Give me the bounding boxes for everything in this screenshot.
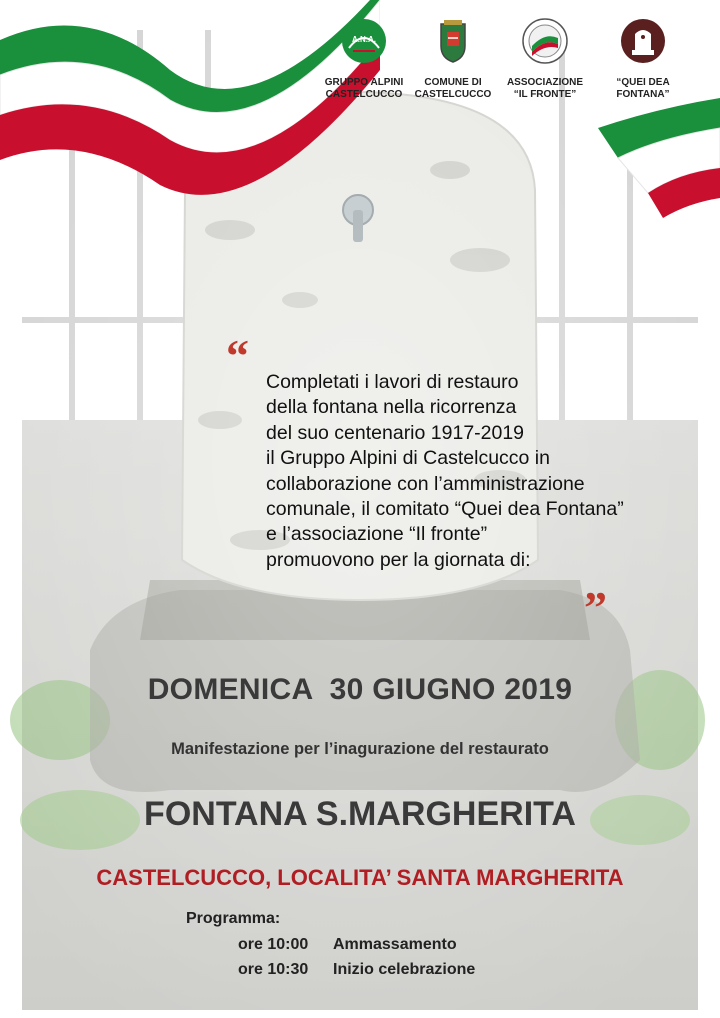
intro-line: Completati i lavori di restauro — [266, 371, 519, 393]
logo-quei-dea-fontana — [588, 18, 698, 101]
close-quote-mark: ” — [584, 582, 607, 633]
alpini-logo-icon — [341, 18, 387, 64]
logo-caption-line1: COMUNE DI — [424, 77, 482, 88]
event-date: DOMENICA 30 GIUGNO 2019 — [147, 673, 573, 706]
intro-line: collaborazione con l’amministrazione — [266, 472, 585, 495]
logo-caption-line2: “IL FRONTE” — [513, 89, 577, 100]
intro-paragraph — [266, 370, 706, 573]
logo-caption-line1: “QUEI DEA — [616, 77, 670, 88]
program-time: ore 10:00 — [238, 936, 309, 953]
event-subtitle: Manifestazione per l’inagurazione del restaurato — [171, 740, 549, 758]
program-title: Programma: — [186, 910, 281, 927]
municipal-crest-icon — [430, 18, 476, 64]
logo-caption-line2: FONTANA” — [616, 89, 670, 100]
intro-line: il Gruppo Alpini di Castelcucco in — [266, 447, 550, 470]
intro-line: comunale, il comitato “Quei dea Fontana” — [266, 498, 624, 521]
italian-flag-ribbon-right — [598, 98, 720, 220]
alpini-emblem-text: A.N.A. — [352, 35, 376, 44]
logo-caption-line2: CASTELCUCCO — [325, 89, 403, 100]
intro-line: promuovono per la giornata di: — [266, 548, 531, 571]
intro-line: del suo centenario 1917-2019 — [266, 421, 525, 444]
program-activity: Ammassamento — [333, 936, 457, 953]
program-item — [238, 961, 475, 979]
event-location: CASTELCUCCO, LOCALITA’ SANTA MARGHERITA — [96, 865, 624, 890]
program-time: ore 10:30 — [238, 961, 309, 978]
program-activity: Inizio celebrazione — [333, 961, 476, 978]
intro-line: e l’associazione “Il fronte” — [266, 523, 488, 546]
event-title: FONTANA S.MARGHERITA — [144, 795, 576, 833]
logo-caption-line2: CASTELCUCCO — [414, 89, 492, 100]
logo-caption-line1: ASSOCIAZIONE — [506, 77, 584, 88]
logo-associazione-il-fronte — [490, 18, 600, 101]
fountain-logo-icon — [620, 18, 666, 64]
program-item — [238, 936, 457, 954]
il-fronte-badge-icon — [522, 18, 568, 64]
logo-caption-line1: GRUPPO ALPINI — [324, 77, 404, 88]
open-quote-mark: “ — [226, 330, 249, 381]
intro-line: della fontana nella ricorrenza — [266, 396, 517, 419]
